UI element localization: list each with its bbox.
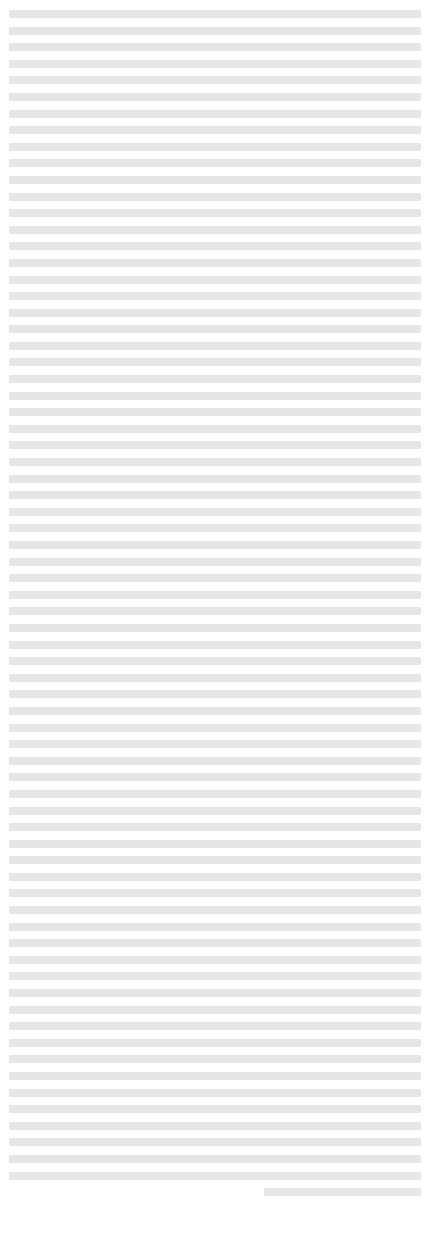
placeholder-line bbox=[9, 724, 421, 732]
placeholder-line bbox=[9, 358, 421, 366]
placeholder-line bbox=[9, 475, 421, 483]
placeholder-line bbox=[9, 989, 421, 997]
placeholder-line bbox=[9, 325, 421, 333]
placeholder-line bbox=[9, 1006, 421, 1014]
placeholder-line bbox=[264, 1188, 421, 1196]
placeholder-line bbox=[9, 740, 421, 748]
placeholder-line bbox=[9, 408, 421, 416]
placeholder-line bbox=[9, 458, 421, 466]
placeholder-line bbox=[9, 1138, 421, 1146]
placeholder-line bbox=[9, 707, 421, 715]
placeholder-line bbox=[9, 93, 421, 101]
placeholder-line bbox=[9, 591, 421, 599]
placeholder-line bbox=[9, 541, 421, 549]
placeholder-line bbox=[9, 209, 421, 217]
placeholder-line bbox=[9, 392, 421, 400]
placeholder-line bbox=[9, 773, 421, 781]
placeholder-line bbox=[9, 1055, 421, 1063]
placeholder-line bbox=[9, 76, 421, 84]
placeholder-line bbox=[9, 1172, 421, 1180]
placeholder-line bbox=[9, 956, 421, 964]
placeholder-line bbox=[9, 43, 421, 51]
placeholder-line bbox=[9, 674, 421, 682]
placeholder-line bbox=[9, 27, 421, 35]
placeholder-line bbox=[9, 1155, 421, 1163]
placeholder-line bbox=[9, 939, 421, 947]
placeholder-line bbox=[9, 143, 421, 151]
placeholder-line bbox=[9, 790, 421, 798]
notice-body bbox=[9, 8, 421, 1231]
body-text-placeholder bbox=[9, 10, 421, 1196]
placeholder-line bbox=[9, 624, 421, 632]
placeholder-line bbox=[9, 574, 421, 582]
placeholder-line bbox=[9, 276, 421, 284]
placeholder-line bbox=[9, 524, 421, 532]
placeholder-line bbox=[9, 226, 421, 234]
placeholder-line bbox=[9, 159, 421, 167]
placeholder-line bbox=[9, 491, 421, 499]
placeholder-line bbox=[9, 757, 421, 765]
placeholder-line bbox=[9, 923, 421, 931]
placeholder-line bbox=[9, 110, 421, 118]
placeholder-line bbox=[9, 1022, 421, 1030]
placeholder-line bbox=[9, 126, 421, 134]
placeholder-line bbox=[9, 176, 421, 184]
placeholder-line bbox=[9, 242, 421, 250]
placeholder-line bbox=[9, 425, 421, 433]
placeholder-line bbox=[9, 60, 421, 68]
placeholder-line bbox=[9, 889, 421, 897]
placeholder-line bbox=[9, 972, 421, 980]
placeholder-line bbox=[9, 906, 421, 914]
placeholder-line bbox=[9, 1105, 421, 1113]
placeholder-line bbox=[9, 823, 421, 831]
placeholder-line bbox=[9, 1089, 421, 1097]
placeholder-line bbox=[9, 607, 421, 615]
placeholder-line bbox=[9, 840, 421, 848]
placeholder-line bbox=[9, 807, 421, 815]
placeholder-line bbox=[9, 193, 421, 201]
placeholder-line bbox=[9, 375, 421, 383]
placeholder-line bbox=[9, 10, 421, 18]
placeholder-line bbox=[9, 657, 421, 665]
placeholder-line bbox=[9, 342, 421, 350]
placeholder-line bbox=[9, 1039, 421, 1047]
placeholder-line bbox=[9, 259, 421, 267]
placeholder-line bbox=[9, 690, 421, 698]
placeholder-line bbox=[9, 1072, 421, 1080]
placeholder-line bbox=[9, 558, 421, 566]
placeholder-line bbox=[9, 508, 421, 516]
placeholder-line bbox=[9, 856, 421, 864]
placeholder-line bbox=[9, 309, 421, 317]
placeholder-line bbox=[9, 1122, 421, 1130]
placeholder-line bbox=[9, 441, 421, 449]
placeholder-line bbox=[9, 641, 421, 649]
placeholder-line bbox=[9, 292, 421, 300]
placeholder-line bbox=[9, 873, 421, 881]
